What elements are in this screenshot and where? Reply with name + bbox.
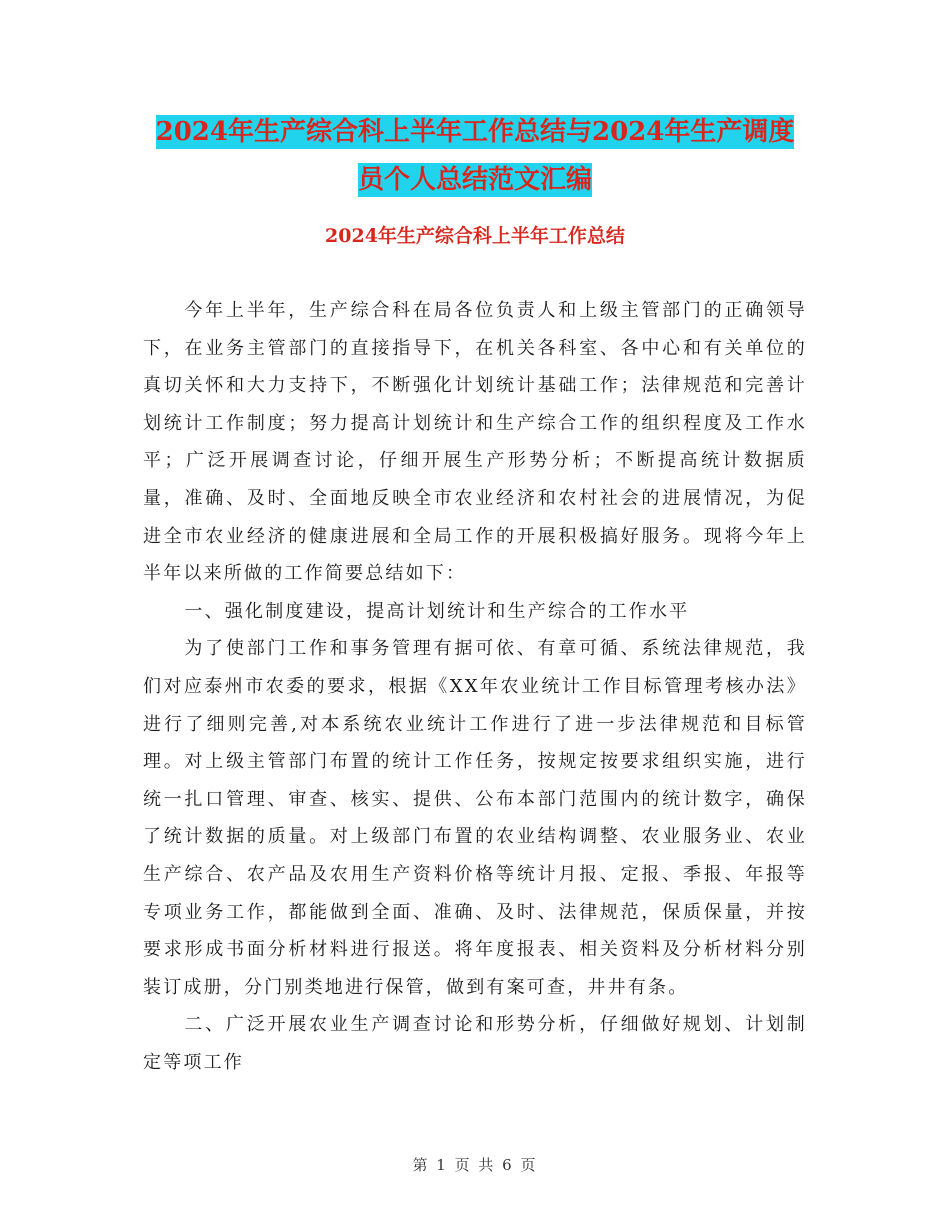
heading-section-1: 一、强化制度建设，提高计划统计和生产综合的工作水平 bbox=[184, 600, 690, 622]
document-title bbox=[0, 108, 950, 204]
title-line-1: 2024年生产综合科上半年工作总结与2024年生产调度 bbox=[155, 117, 795, 147]
heading-section-2: 二、广泛开展农业生产调查讨论和形势分析，仔细做好规划、计划制定等项工作 bbox=[143, 1014, 807, 1073]
page-footer: 第 1 页 共 6 页 bbox=[412, 1156, 538, 1174]
paragraph-section-1: 为了使部门工作和事务管理有据可依、有章可循、系统法律规范，我们对应泰州市农委的要求，根据《XX年农业统计工作目标管理考核办法》进行了细则完善,对本系统农业统计工作进行了进一步法律规范和目标管理。对上级主管部门布置的统计工作任务，按规定按要求组织实施，进行统一扎口管理、审查、核实、提供、公布本部门范围内的统计数字，确保了统计数据的质量。对上级部门布置的农业结构调整、农业服务业、农业生产综合、农产品及农用生产资料价格等统计月报、定报、季报、年报等专项业务工作，都能做到全面、准确、及时、法律规范，保质保量，并按要求形成书面分析材料进行报送。将年度报表、相关资料及分析材料分别装订成册，分门别类地进行保管，做到有案可查，井井有条。 bbox=[143, 638, 807, 998]
section-title: 2024年生产综合科上半年工作总结 bbox=[325, 225, 625, 247]
title-line-2: 员个人总结范文汇编 bbox=[357, 165, 592, 195]
document-body bbox=[143, 292, 807, 1081]
paragraph-intro: 今年上半年，生产综合科在局各位负责人和上级主管部门的正确领导下，在业务主管部门的直接指导下，在机关各科室、各中心和有关单位的真切关怀和大力支持下，不断强化计划统计基础工作；法律规范和完善计划统计工作制度；努力提高计划统计和生产综合工作的组织程度及工作水平；广泛开展调查讨论，仔细开展生产形势分析；不断提高统计数据质量，准确、及时、全面地反映全市农业经济和农村社会的进展情况，为促进全市农业经济的健康进展和全局工作的开展积极搞好服务。现将今年上半年以来所做的工作简要总结如下： bbox=[143, 300, 807, 585]
